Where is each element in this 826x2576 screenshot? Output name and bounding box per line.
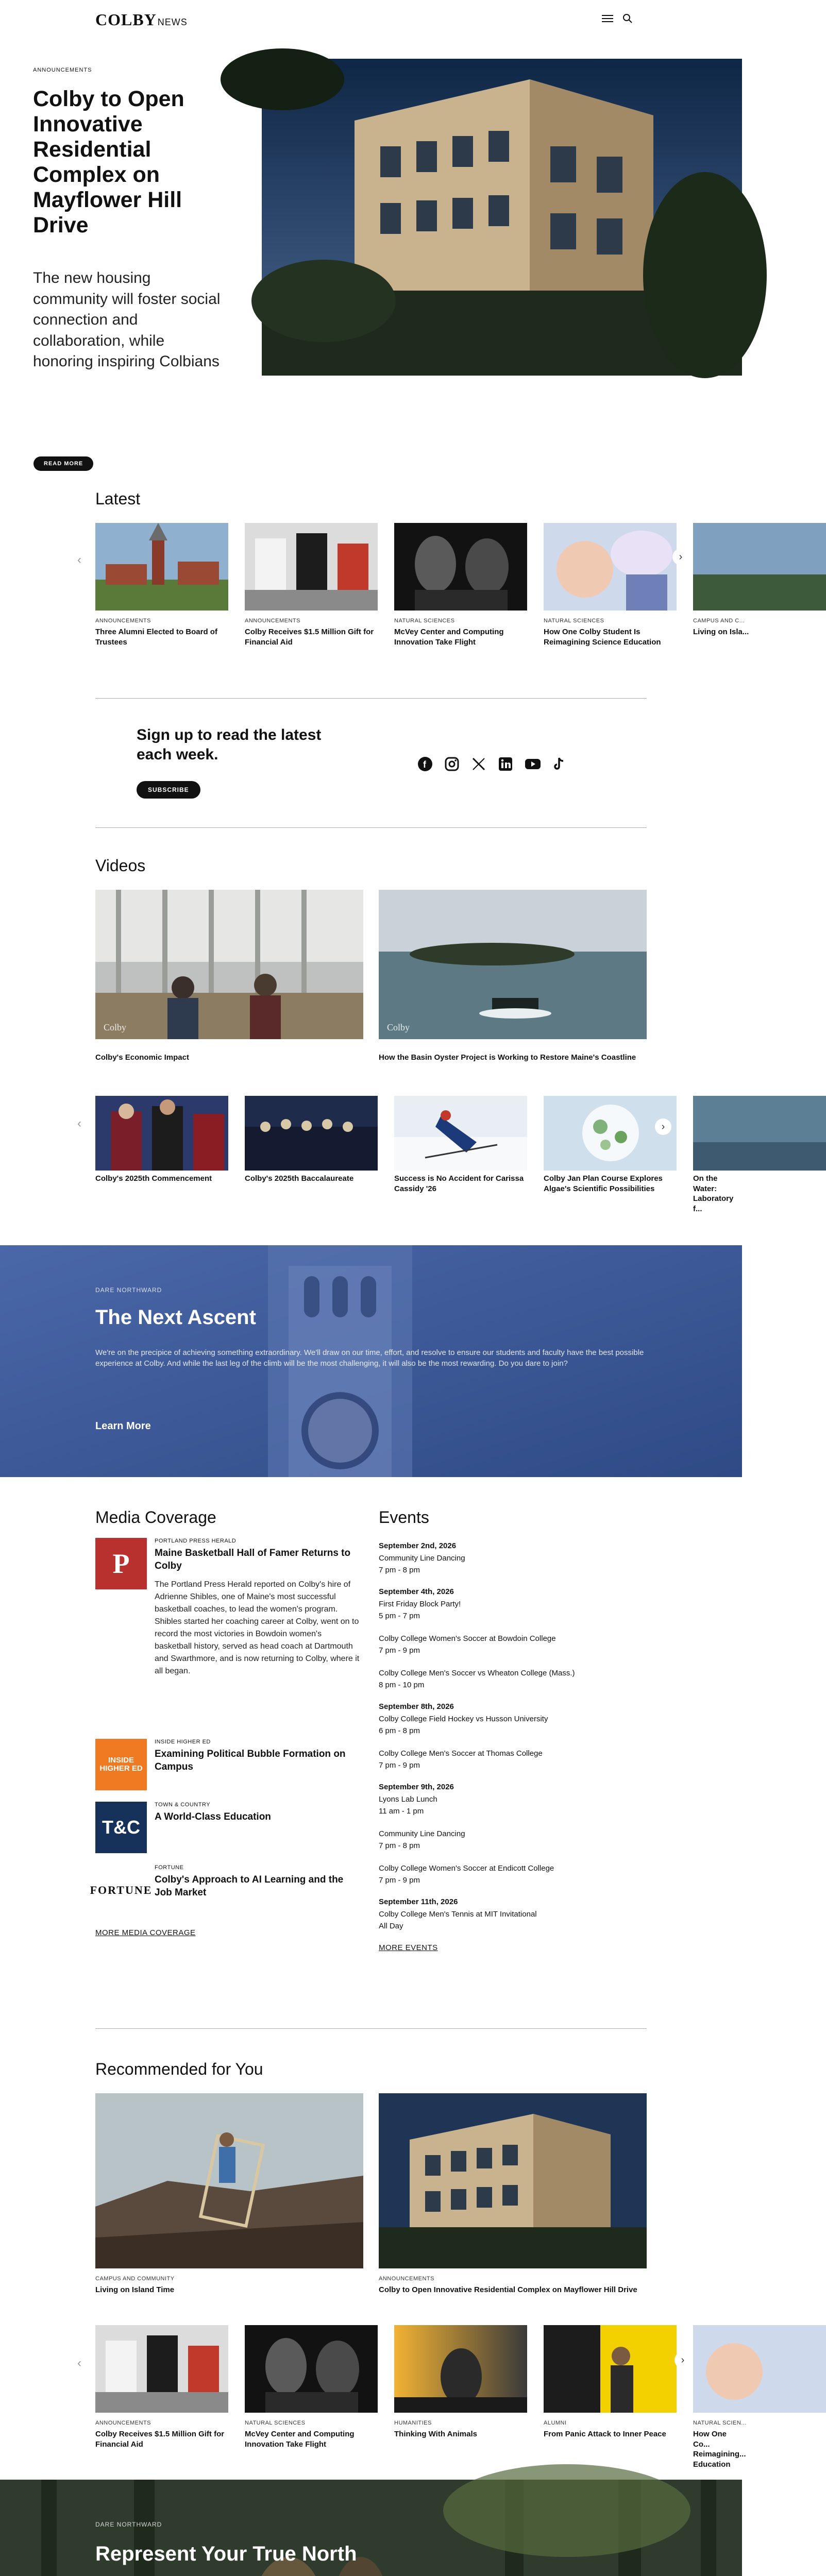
video-card[interactable]: [693, 1096, 742, 1214]
event-item[interactable]: [379, 1748, 647, 1771]
event-time: 8 pm - 10 pm: [379, 1680, 425, 1689]
card-image: [394, 523, 527, 611]
event-item[interactable]: [379, 1541, 647, 1576]
inside-higher-ed-logo: INSIDE HIGHER ED: [95, 1739, 147, 1790]
event-name[interactable]: Colby College Men's Tennis at MIT Invitational: [379, 1910, 537, 1919]
carousel-prev-icon[interactable]: ‹: [77, 2356, 81, 2370]
next-ascent-banner: [0, 1245, 742, 1477]
video-thumbnail: [693, 1096, 826, 1171]
hero-image[interactable]: [262, 59, 742, 376]
event-name[interactable]: Colby College Men's Soccer at Thomas College: [379, 1749, 543, 1758]
event-time: 6 pm - 8 pm: [379, 1726, 420, 1735]
true-north-banner: [0, 2480, 742, 2576]
card-tag: ANNOUNCEMENTS: [379, 2276, 434, 2282]
videos-section: [77, 856, 734, 1213]
card-title[interactable]: How One Co... Reimagining... Education: [693, 2430, 746, 2469]
facebook-icon[interactable]: [417, 756, 433, 772]
card-title[interactable]: Colby Receives $1.5 Million Gift for Financial Aid: [245, 628, 374, 647]
event-name[interactable]: Community Line Dancing: [379, 1829, 465, 1838]
card-tag: ANNOUNCEMENTS: [95, 618, 151, 624]
carousel-next-icon[interactable]: ›: [675, 2352, 691, 2368]
tiktok-icon[interactable]: [552, 756, 566, 772]
colby-news-logo[interactable]: [95, 10, 188, 29]
latest-card[interactable]: [544, 523, 677, 647]
carousel-next-icon[interactable]: ›: [655, 1118, 671, 1135]
latest-card[interactable]: [693, 523, 749, 637]
banner-title: Represent Your True North: [95, 2543, 357, 2565]
media-source: FORTUNE: [155, 1865, 184, 1871]
latest-card[interactable]: [245, 523, 378, 647]
card-tag: CAMPUS AND COMMUNITY: [95, 2276, 175, 2282]
social-links: [417, 756, 566, 772]
banner-tag: DARE NORTHWARD: [95, 1286, 162, 1294]
video-thumbnail: [95, 890, 363, 1039]
logo-main: COLBY: [95, 10, 157, 29]
video-thumbnail: [245, 1096, 378, 1171]
event-name[interactable]: Colby College Field Hockey vs Husson University: [379, 1715, 548, 1723]
svg-text:f: f: [423, 759, 426, 770]
event-time: 7 pm - 9 pm: [379, 1875, 420, 1885]
event-name[interactable]: Community Line Dancing: [379, 1554, 465, 1563]
video-watermark: Colby: [104, 1022, 127, 1032]
more-events-link[interactable]: MORE EVENTS: [379, 1943, 438, 1952]
event-date: September 8th, 2026: [379, 1702, 454, 1711]
media-item[interactable]: [95, 1538, 363, 1723]
card-image: [379, 2093, 647, 2268]
event-item[interactable]: [379, 1783, 647, 1817]
video-card[interactable]: [95, 1096, 228, 1184]
divider: [95, 2028, 647, 2029]
media-item[interactable]: [95, 1739, 363, 1790]
site-header: [0, 0, 742, 41]
fortune-logo: FORTUNE: [90, 1884, 153, 1896]
event-item[interactable]: [379, 1828, 647, 1852]
videos-title: Videos: [95, 856, 146, 875]
video-card[interactable]: [394, 1096, 527, 1194]
event-time: 7 pm - 8 pm: [379, 1565, 420, 1574]
video-title[interactable]: Success is No Accident for Carissa Cassidy '26: [394, 1174, 524, 1193]
recommended-card[interactable]: [95, 2093, 363, 2295]
recommended-title: Recommended for You: [95, 2060, 263, 2078]
card-title[interactable]: How One Colby Student Is Reimagining Science Education: [544, 628, 661, 647]
card-title[interactable]: Living on Isla...: [693, 628, 749, 636]
latest-card[interactable]: [394, 523, 527, 647]
card-title[interactable]: From Panic Attack to Inner Peace: [544, 2430, 666, 2438]
card-tag: CAMPUS AND C...: [693, 618, 745, 624]
banner-title: The Next Ascent: [95, 1306, 256, 1329]
video-card[interactable]: [95, 890, 363, 1063]
banner-body: We're on the precipice of achieving something extraordinary. We'll draw on our time, effort, and resolve to ensure our students and faculty have the best possible experience at Colby. And while the last leg of the climb will be the most challenging, it will also be the most rewarding. Do you dare to join?: [95, 1348, 644, 1368]
recommended-card[interactable]: [379, 2093, 647, 2295]
menu-icon[interactable]: [602, 13, 613, 24]
event-name[interactable]: Colby College Women's Soccer at Bowdoin College: [379, 1634, 556, 1643]
hero-deck: The new housing community will foster social connection and collaboration, while honoring inspiring Colbians: [33, 269, 221, 370]
event-item[interactable]: [379, 1633, 647, 1656]
card-image: [245, 2325, 378, 2413]
youtube-icon[interactable]: [525, 756, 541, 772]
card-image: [394, 2325, 527, 2413]
hero-tag[interactable]: ANNOUNCEMENTS: [33, 67, 92, 73]
recommended-section: [77, 2060, 747, 2469]
media-title-link[interactable]: Colby's Approach to AI Learning and the Job Market: [155, 1874, 344, 1898]
press-herald-logo: P: [95, 1538, 147, 1589]
event-time: 7 pm - 9 pm: [379, 1646, 420, 1655]
event-item[interactable]: [379, 1863, 647, 1886]
media-title-link[interactable]: A World-Class Education: [155, 1811, 271, 1822]
event-date: September 9th, 2026: [379, 1783, 454, 1791]
video-watermark: Colby: [387, 1022, 410, 1032]
media-item[interactable]: [90, 1865, 363, 1916]
media-coverage: [90, 1508, 363, 1937]
event-item[interactable]: [379, 1587, 647, 1622]
video-thumbnail: [95, 1096, 228, 1171]
card-tag: ANNOUNCEMENTS: [95, 2420, 151, 2426]
subscribe-button[interactable]: SUBSCRIBE: [137, 781, 200, 799]
media-events-section: [90, 1508, 647, 2028]
video-title[interactable]: Colby's Economic Impact: [95, 1053, 189, 1062]
learn-more-link[interactable]: Learn More: [95, 1420, 151, 1432]
event-time: 7 pm - 8 pm: [379, 1841, 420, 1850]
card-tag: NATURAL SCIEN...: [693, 2420, 747, 2426]
video-card[interactable]: [379, 890, 647, 1063]
recommended-card[interactable]: [95, 2325, 228, 2449]
event-name[interactable]: Lyons Lab Lunch: [379, 1795, 437, 1804]
latest-card[interactable]: [95, 523, 228, 647]
media-source: INSIDE HIGHER ED: [155, 1739, 211, 1745]
linkedin-icon[interactable]: [498, 756, 513, 772]
more-media-link[interactable]: MORE MEDIA COVERAGE: [95, 1928, 196, 1937]
card-image: [544, 2325, 677, 2413]
video-card[interactable]: [245, 1096, 378, 1184]
card-title[interactable]: Colby Receives $1.5 Million Gift for Financial Aid: [95, 2430, 225, 2449]
event-name[interactable]: Colby College Women's Soccer at Endicott College: [379, 1864, 554, 1873]
latest-title: Latest: [95, 489, 141, 508]
event-item[interactable]: [379, 1668, 647, 1691]
card-title[interactable]: Thinking With Animals: [394, 2430, 477, 2438]
video-thumbnail: [394, 1096, 527, 1171]
recommended-card[interactable]: [693, 2325, 747, 2469]
x-icon[interactable]: [471, 756, 486, 772]
card-image: [95, 523, 228, 611]
video-title[interactable]: Colby's 2025th Baccalaureate: [245, 1174, 354, 1183]
events-list: [379, 1541, 647, 1932]
card-title[interactable]: McVey Center and Computing Innovation Take Flight: [394, 628, 504, 647]
event-time: All Day: [379, 1921, 403, 1930]
card-image: [245, 523, 378, 611]
town-and-country-logo: T&C: [95, 1802, 147, 1853]
recommended-card[interactable]: [394, 2325, 527, 2439]
card-image: [693, 523, 826, 611]
instagram-icon[interactable]: [444, 756, 460, 772]
video-title[interactable]: Colby's 2025th Commencement: [95, 1174, 212, 1183]
latest-section: [77, 489, 749, 672]
card-tag: ANNOUNCEMENTS: [245, 618, 300, 624]
video-title[interactable]: On the Water: Laboratory f...: [693, 1174, 734, 1213]
card-image: [544, 523, 677, 611]
video-title[interactable]: Colby Jan Plan Course Explores Algae's Scientific Possibilities: [544, 1174, 663, 1193]
card-image: [95, 2093, 363, 2268]
card-image: [693, 2325, 826, 2413]
media-title: Media Coverage: [95, 1508, 216, 1527]
event-item[interactable]: [379, 1702, 647, 1737]
event-name[interactable]: First Friday Block Party!: [379, 1600, 461, 1608]
card-tag: NATURAL SCIENCES: [245, 2420, 306, 2426]
event-time: 5 pm - 7 pm: [379, 1611, 420, 1620]
card-tag: HUMANITIES: [394, 2420, 432, 2426]
video-title[interactable]: How the Basin Oyster Project is Working to Restore Maine's Coastline: [379, 1053, 636, 1062]
hero-section: [0, 41, 742, 433]
event-time: 7 pm - 9 pm: [379, 1760, 420, 1770]
divider: [95, 827, 647, 828]
card-title[interactable]: Three Alumni Elected to Board of Trustees: [95, 628, 217, 647]
read-more-button[interactable]: READ MORE: [33, 456, 93, 471]
banner-tag: DARE NORTHWARD: [95, 2521, 162, 2528]
signup-title: Sign up to read the latest each week.: [137, 726, 322, 763]
videos-carousel: [77, 1096, 734, 1213]
carousel-prev-icon[interactable]: ‹: [77, 553, 81, 567]
hero-title[interactable]: Colby to Open Innovative Residential Complex on Mayflower Hill Drive: [33, 87, 184, 238]
event-date: September 4th, 2026: [379, 1587, 454, 1596]
media-source: TOWN & COUNTRY: [155, 1802, 211, 1808]
event-time: 11 am - 1 pm: [379, 1806, 424, 1816]
media-item[interactable]: [95, 1802, 363, 1853]
card-title[interactable]: McVey Center and Computing Innovation Take Flight: [245, 2430, 355, 2449]
video-thumbnail: [379, 890, 647, 1039]
event-date: September 11th, 2026: [379, 1897, 458, 1906]
carousel-next-icon[interactable]: ›: [672, 549, 689, 565]
carousel-prev-icon[interactable]: ‹: [77, 1116, 81, 1130]
card-tag: NATURAL SCIENCES: [544, 618, 604, 624]
video-card[interactable]: [544, 1096, 677, 1194]
event-date: September 2nd, 2026: [379, 1541, 457, 1550]
recommended-carousel: [77, 2325, 747, 2469]
card-tag: ALUMNI: [544, 2420, 567, 2426]
video-thumbnail: [544, 1096, 677, 1171]
recommended-card[interactable]: [544, 2325, 677, 2439]
logo-sub: NEWS: [157, 17, 188, 27]
media-title-link[interactable]: Examining Political Bubble Formation on Campus: [155, 1749, 346, 1772]
media-source: PORTLAND PRESS HERALD: [155, 1538, 237, 1544]
card-title[interactable]: Living on Island Time: [95, 2285, 175, 2294]
media-summary: The Portland Press Herald reported on Colby's hire of Adrienne Shibles, one of Maine's most successful basketball coaches, to lead the women's program. Shibles started her coaching career at Colby, went on to record the most victories in Bowdoin women's basketball history, served as head coach at Dartmouth and Swarthmore, and is now returning to Colby, where it all began.: [155, 1580, 360, 1676]
card-title[interactable]: Colby to Open Innovative Residential Complex on Mayflower Hill Drive: [379, 2285, 637, 2294]
latest-carousel: [77, 523, 749, 672]
card-image: [95, 2325, 228, 2413]
events-title: Events: [379, 1508, 429, 1527]
events: [379, 1508, 647, 1953]
media-title-link[interactable]: Maine Basketball Hall of Famer Returns to Colby: [155, 1548, 351, 1571]
newsletter-signup: [95, 699, 647, 827]
recommended-card[interactable]: [245, 2325, 378, 2449]
event-name[interactable]: Colby College Men's Soccer vs Wheaton College (Mass.): [379, 1669, 575, 1677]
card-tag: NATURAL SCIENCES: [394, 618, 455, 624]
search-icon[interactable]: [622, 13, 633, 24]
event-item[interactable]: [379, 1897, 647, 1932]
